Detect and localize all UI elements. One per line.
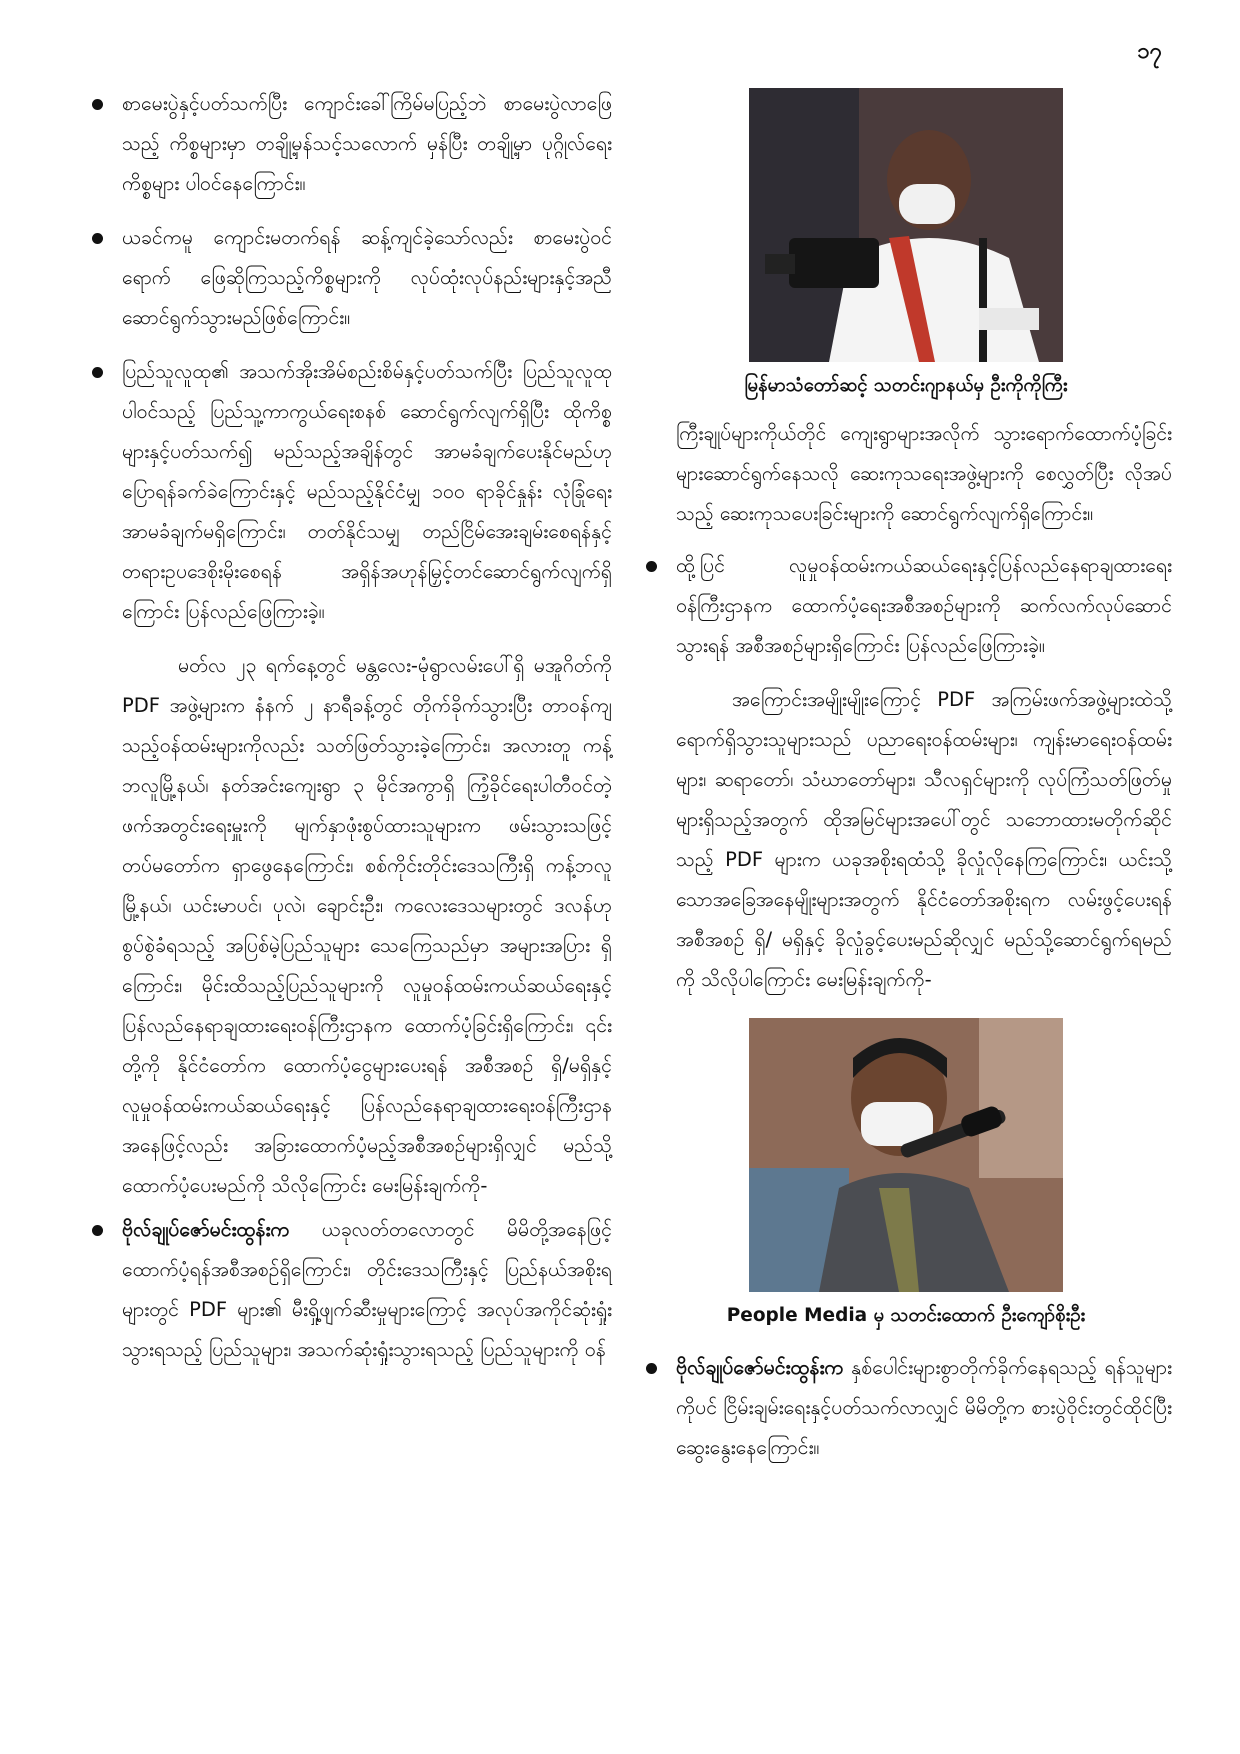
speaker-name: ဗိုလ်ချုပ်ဇော်မင်းထွန်းက bbox=[676, 1356, 844, 1379]
photo-reporter bbox=[749, 1018, 1063, 1292]
speaker-name: ဗိုလ်ချုပ်ဇော်မင်းထွန်းက bbox=[122, 1218, 290, 1241]
photo-caption: People Media မှ သတင်းထောက် ဦးကျော်စိုးဦး bbox=[726, 1305, 1086, 1326]
left-column bbox=[86, 84, 612, 1384]
right-column bbox=[640, 84, 1172, 1482]
speaker-text: ယခုလတ်တလောတွင် မိမိတို့အနေဖြင့် ထောက်ပံ့ရန်အစီအစဉ်ရှိကြောင်း၊ တိုင်းဒေသကြီးနှင့် ပြည်နယ်အစိုးရများတွင် PDF များ၏ မီးရှို့ဖျက်ဆီးမှုများကြောင့် အလုပ်အကိုင်ဆုံးရှုံးသွားရသည့် ပြည်သူများ၊ အသက်ဆုံးရှုံးသွားရသည့် ပြည်သူများကို ဝန် bbox=[122, 1218, 612, 1361]
continued-paragraph: ကြီးချုပ်များကိုယ်တိုင် ကျေးရွာများအလိုက် သွားရောက်ထောက်ပံ့ခြင်းများဆောင်ရွက်နေသလို ဆေးကုသရေးအဖွဲ့များကို စေလွှတ်ပြီး လိုအပ်သည့် ဆေးကုသပေးခြင်းများကို ဆောင်ရွက်လျက်ရှိကြောင်း။ bbox=[676, 422, 1172, 525]
bullet-list-right bbox=[640, 546, 1172, 666]
bullet-item: ပြည်သူလူထု၏ အသက်အိုးအိမ်စည်းစိမ်နှင့်ပတ်သက်ပြီး ပြည်သူလူထုပါဝင်သည့် ပြည်သူ့ကာကွယ်ရေးစနစ် ဆောင်ရွက်လျက်ရှိပြီး ထိုကိစ္စများနှင့်ပတ်သက်၍ မည်သည့်အချိန်တွင် အာမခံချက်ပေးနိုင်မည်ဟု ပြောရန်ခက်ခဲကြောင်းနှင့် မည်သည့်နိုင်ငံမျှ ၁၀၀ ရာခိုင်နှုန်း လုံခြုံရေးအာမခံချက်မရှိကြောင်း၊ တတ်နိုင်သမျှ တည်ငြိမ်အေးချမ်းစေရန်နှင့် တရားဥပဒေစိုးမိုးစေရန် အရှိန်အဟုန်မြှင့်တင်ဆောင်ရွက်လျက်ရှိကြောင်း ပြန်လည်ဖြေကြားခဲ့။ bbox=[86, 352, 612, 632]
bullet-item: ယခင်ကမူ ကျောင်းမတက်ရန် ဆန့်ကျင်ခဲ့သော်လည်း စာမေးပွဲဝင်ရောက် ဖြေဆိုကြသည့်ကိစ္စများကို လုပ်ထုံးလုပ်နည်းများနှင့်အညီ ဆောင်ရွက်သွားမည်ဖြစ်ကြောင်း။ bbox=[86, 218, 612, 338]
photo-journalist bbox=[749, 88, 1063, 362]
bullet-list-bottom bbox=[86, 1210, 612, 1370]
page-number: ၁၇ bbox=[1137, 39, 1162, 64]
bullet-item: ထို့ပြင် လူမှုဝန်ထမ်းကယ်ဆယ်ရေးနှင့်ပြန်လည်နေရာချထားရေးဝန်ကြီးဌာနက ထောက်ပံ့ရေးအစီအစဉ်များကို ဆက်လက်လုပ်ဆောင်သွားရန် အစီအစဉ်များရှိကြောင်း ပြန်လည်ဖြေကြားခဲ့။ bbox=[640, 546, 1172, 666]
bullet-list-right-bottom bbox=[640, 1348, 1172, 1468]
body-paragraph: မတ်လ ၂၃ ရက်နေ့တွင် မန္တလေး-မုံရွာလမ်းပေါ်ရှိ မအူဂိတ်ကို PDF အဖွဲ့များက နံနက် ၂ နာရီခန့်တွင် တိုက်ခိုက်သွားပြီး တာဝန်ကျသည့်ဝန်ထမ်းများကိုလည်း သတ်ဖြတ်သွားခဲ့ကြောင်း၊ အလားတူ ကန့်ဘလူမြို့နယ်၊ နတ်အင်းကျေးရွာ ၃ မိုင်အကွာရှိ ကြံ့ခိုင်ရေးပါတီဝင်တဲ့ဖက်အတွင်းရေးမှူးကို မျက်နှာဖုံးစွပ်ထားသူများက ဖမ်းသွားသဖြင့် တပ်မတော်က ရှာဖွေနေကြောင်း၊ စစ်ကိုင်းတိုင်းဒေသကြီးရှိ ကန့်ဘလူမြို့နယ်၊ ယင်းမာပင်၊ ပုလဲ၊ ချောင်းဦး၊ ကလေးဒေသများတွင် ဒလန်ဟုစွပ်စွဲခံရသည့် အပြစ်မဲ့ပြည်သူများ သေကြေသည်မှာ အများအပြား ရှိကြောင်း၊ မိုင်းထိသည့်ပြည်သူများကို လူမှုဝန်ထမ်းကယ်ဆယ်ရေးနှင့် ပြန်လည်နေရာချထားရေးဝန်ကြီးဌာနက ထောက်ပံ့ခြင်းရှိကြောင်း၊ ၎င်းတို့ကို နိုင်ငံတော်က ထောက်ပံ့ငွေများပေးရန် အစီအစဉ် ရှိ/မရှိနှင့် လူမှုဝန်ထမ်းကယ်ဆယ်ရေးနှင့် ပြန်လည်နေရာချထားရေးဝန်ကြီးဌာနအနေဖြင့်လည်း အခြားထောက်ပံ့မည့်အစီအစဉ်များရှိလျှင် မည်သို့ထောက်ပံ့ပေးမည်ကို သိလိုကြောင်း မေးမြန်းချက်ကို- bbox=[122, 654, 612, 1197]
photo-reporter-illustration bbox=[749, 1018, 1063, 1292]
photo-caption: မြန်မာသံတော်ဆင့် သတင်းဂျာနယ်မှ ဦးကိုကိုကြီး bbox=[744, 375, 1068, 396]
speaker-text: နှစ်ပေါင်းများစွာတိုက်ခိုက်နေရသည့် ရန်သူများကိုပင် ငြိမ်းချမ်းရေးနှင့်ပတ်သက်လာလျှင် မိမိတို့က စားပွဲဝိုင်းတွင်ထိုင်ပြီး ဆွေးနွေးနေကြောင်း။ bbox=[676, 1356, 1172, 1459]
bullet-list-top bbox=[86, 84, 612, 632]
bullet-item: စာမေးပွဲနှင့်ပတ်သက်ပြီး ကျောင်းခေါ်ကြိမ်မပြည့်ဘဲ စာမေးပွဲလာဖြေသည့် ကိစ္စများမှာ တချို့မှန်သင့်သလောက် မှန်ပြီး တချို့မှာ ပုဂ္ဂိုလ်ရေးကိစ္စများ ပါဝင်နေကြောင်း။ bbox=[86, 84, 612, 204]
bullet-item-speaker bbox=[86, 1210, 612, 1370]
body-paragraph: အကြောင်းအမျိုးမျိုးကြောင့် PDF အကြမ်းဖက်အဖွဲ့များထဲသို့ ရောက်ရှိသွားသူများသည် ပညာရေးဝန်ထမ်းများ၊ ကျန်းမာရေးဝန်ထမ်းများ၊ ဆရာတော်၊ သံဃာတော်များ၊ သီလရှင်များကို လုပ်ကြံသတ်ဖြတ်မှုများရှိသည့်အတွက် ထိုအမြင်များအပေါ်တွင် သဘောထားမတိုက်ဆိုင်သည့် PDF များက ယခုအစိုးရထံသို့ ခိုလှုံလိုနေကြကြောင်း၊ ယင်းသို့သောအခြေအနေမျိုးများအတွက် နိုင်ငံတော်အစိုးရက လမ်းဖွင့်ပေးရန်အစီအစဉ် ရှိ/ မရှိနှင့် ခိုလှုံခွင့်ပေးမည်ဆိုလျှင် မည်သို့ဆောင်ရွက်ရမည်ကို သိလိုပါကြောင်း မေးမြန်းချက်ကို- bbox=[676, 688, 1172, 991]
photo-journalist-illustration bbox=[749, 88, 1063, 362]
bullet-item-speaker bbox=[640, 1348, 1172, 1468]
